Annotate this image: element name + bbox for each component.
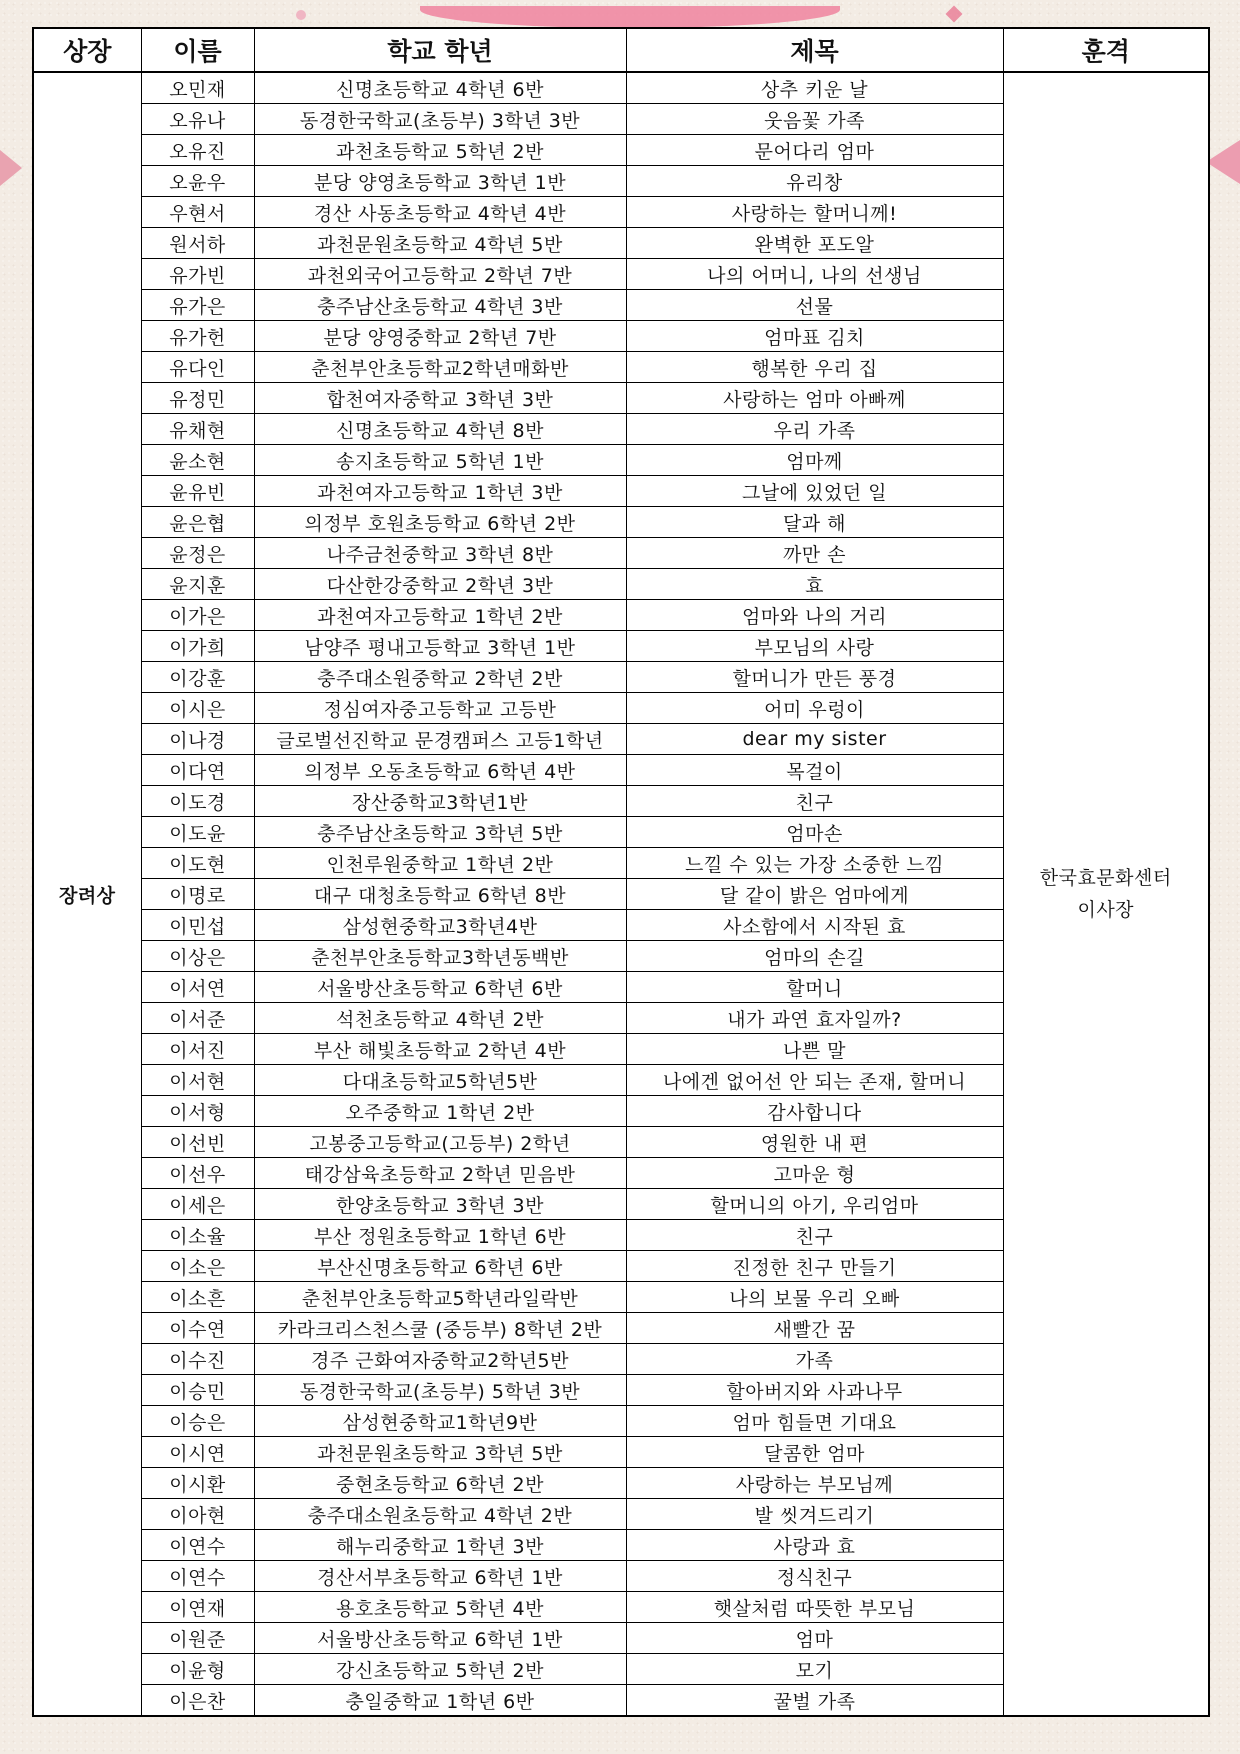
name-cell: 유가은 [141,290,254,321]
school-cell: 춘천부안초등학교3학년동백반 [254,941,626,972]
title-cell: 엄마께 [626,445,1003,476]
name-cell: 이윤형 [141,1654,254,1685]
title-cell: 그날에 있었던 일 [626,476,1003,507]
school-cell: 부산 해빛초등학교 2학년 4반 [254,1034,626,1065]
name-cell: 오유진 [141,135,254,166]
name-cell: 유가헌 [141,321,254,352]
title-cell: 목걸이 [626,755,1003,786]
school-cell: 석천초등학교 4학년 2반 [254,1003,626,1034]
table-row [33,72,1209,104]
name-cell: 오민재 [141,72,254,104]
school-cell: 오주중학교 1학년 2반 [254,1096,626,1127]
title-cell: 할아버지와 사과나무 [626,1375,1003,1406]
name-cell: 이승민 [141,1375,254,1406]
title-cell: 사소함에서 시작된 효 [626,910,1003,941]
title-cell: 내가 과연 효자일까? [626,1003,1003,1034]
name-cell: 유채현 [141,414,254,445]
school-cell: 부산신명초등학교 6학년 6반 [254,1251,626,1282]
title-cell: 선물 [626,290,1003,321]
top-ribbon-decoration [420,6,840,28]
title-cell: 어미 우렁이 [626,693,1003,724]
school-cell: 강신초등학교 5학년 2반 [254,1654,626,1685]
name-cell: 이서현 [141,1065,254,1096]
title-cell: 달콤한 엄마 [626,1437,1003,1468]
school-cell: 분당 양영중학교 2학년 7반 [254,321,626,352]
school-cell: 해누리중학교 1학년 3반 [254,1530,626,1561]
title-cell: 나에겐 없어선 안 되는 존재, 할머니 [626,1065,1003,1096]
title-cell: 할머니가 만든 풍경 [626,662,1003,693]
name-cell: 이수연 [141,1313,254,1344]
name-cell: 이선빈 [141,1127,254,1158]
bunting-flag-left [0,150,22,186]
header-sponsor: 훈격 [1003,28,1209,72]
school-cell: 경주 근화여자중학교2학년5반 [254,1344,626,1375]
school-cell: 인천루원중학교 1학년 2반 [254,848,626,879]
name-cell: 이도윤 [141,817,254,848]
name-cell: 오윤우 [141,166,254,197]
school-cell: 분당 양영초등학교 3학년 1반 [254,166,626,197]
school-cell: 한양초등학교 3학년 3반 [254,1189,626,1220]
school-cell: 서울방산초등학교 6학년 6반 [254,972,626,1003]
title-cell: 가족 [626,1344,1003,1375]
school-cell: 과천문원초등학교 4학년 5반 [254,228,626,259]
title-cell: 문어다리 엄마 [626,135,1003,166]
header-school: 학교 학년 [254,28,626,72]
title-cell: 행복한 우리 집 [626,352,1003,383]
school-cell: 충주남산초등학교 3학년 5반 [254,817,626,848]
school-cell: 신명초등학교 4학년 6반 [254,72,626,104]
title-cell: 진정한 친구 만들기 [626,1251,1003,1282]
name-cell: 원서하 [141,228,254,259]
title-cell: 발 씻겨드리기 [626,1499,1003,1530]
school-cell: 과천초등학교 5학년 2반 [254,135,626,166]
school-cell: 부산 정원초등학교 1학년 6반 [254,1220,626,1251]
school-cell: 의정부 호원초등학교 6학년 2반 [254,507,626,538]
sponsor-cell [1003,72,1209,1716]
school-cell: 남양주 평내고등학교 3학년 1반 [254,631,626,662]
school-cell: 삼성현중학교1학년9반 [254,1406,626,1437]
school-cell: 글로벌선진학교 문경캠퍼스 고등1학년 [254,724,626,755]
title-cell: 느낄 수 있는 가장 소중한 느낌 [626,848,1003,879]
school-cell: 서울방산초등학교 6학년 1반 [254,1623,626,1654]
title-cell: 우리 가족 [626,414,1003,445]
school-cell: 동경한국학교(초등부) 3학년 3반 [254,104,626,135]
name-cell: 이가희 [141,631,254,662]
name-cell: 이연재 [141,1592,254,1623]
award-winners-table [32,27,1210,1717]
title-cell: 엄마와 나의 거리 [626,600,1003,631]
name-cell: 이소율 [141,1220,254,1251]
title-cell: 엄마표 김치 [626,321,1003,352]
award-cell: 장려상 [33,72,141,1716]
name-cell: 이민섭 [141,910,254,941]
title-cell: 완벽한 포도알 [626,228,1003,259]
school-cell: 춘천부안초등학교2학년매화반 [254,352,626,383]
name-cell: 이소흔 [141,1282,254,1313]
name-cell: 오유나 [141,104,254,135]
name-cell: 이연수 [141,1530,254,1561]
name-cell: 이시환 [141,1468,254,1499]
name-cell: 이도경 [141,786,254,817]
school-cell: 경산서부초등학교 6학년 1반 [254,1561,626,1592]
title-cell: 까만 손 [626,538,1003,569]
bunting-flag-right [1206,140,1240,184]
title-cell: 사랑하는 부모님께 [626,1468,1003,1499]
title-cell: 부모님의 사랑 [626,631,1003,662]
name-cell: 이선우 [141,1158,254,1189]
title-cell: 모기 [626,1654,1003,1685]
title-cell: 나의 보물 우리 오빠 [626,1282,1003,1313]
school-cell: 나주금천중학교 3학년 8반 [254,538,626,569]
school-cell: 용호초등학교 5학년 4반 [254,1592,626,1623]
name-cell: 이아현 [141,1499,254,1530]
school-cell: 다대초등학교5학년5반 [254,1065,626,1096]
title-cell: 엄마손 [626,817,1003,848]
title-cell: 웃음꽃 가족 [626,104,1003,135]
title-cell: 영원한 내 편 [626,1127,1003,1158]
school-cell: 동경한국학교(초등부) 5학년 3반 [254,1375,626,1406]
name-cell: 유다인 [141,352,254,383]
name-cell: 윤유빈 [141,476,254,507]
name-cell: 이서준 [141,1003,254,1034]
name-cell: 윤정은 [141,538,254,569]
school-cell: 다산한강중학교 2학년 3반 [254,569,626,600]
header-award: 상장 [33,28,141,72]
title-cell: 할머니의 아기, 우리엄마 [626,1189,1003,1220]
title-cell: 새빨간 꿈 [626,1313,1003,1344]
name-cell: 이상은 [141,941,254,972]
name-cell: 이서연 [141,972,254,1003]
name-cell: 이수진 [141,1344,254,1375]
name-cell: 이도현 [141,848,254,879]
title-cell: 엄마 힘들면 기대요 [626,1406,1003,1437]
title-cell: 나쁜 말 [626,1034,1003,1065]
sponsor-line-1: 한국효문화센터 [1039,867,1172,889]
header-name: 이름 [141,28,254,72]
title-cell: 감사합니다 [626,1096,1003,1127]
title-cell: 상추 키운 날 [626,72,1003,104]
title-cell: 사랑하는 엄마 아빠께 [626,383,1003,414]
name-cell: 이나경 [141,724,254,755]
title-cell: 사랑과 효 [626,1530,1003,1561]
title-cell: 친구 [626,786,1003,817]
name-cell: 이다연 [141,755,254,786]
title-cell: 효 [626,569,1003,600]
school-cell: 과천문원초등학교 3학년 5반 [254,1437,626,1468]
title-cell: 사랑하는 할머니께! [626,197,1003,228]
school-cell: 의정부 오동초등학교 6학년 4반 [254,755,626,786]
school-cell: 합천여자중학교 3학년 3반 [254,383,626,414]
school-cell: 충일중학교 1학년 6반 [254,1685,626,1717]
header-title: 제목 [626,28,1003,72]
title-cell: 엄마 [626,1623,1003,1654]
school-cell: 삼성현중학교3학년4반 [254,910,626,941]
title-cell: dear my sister [626,724,1003,755]
title-cell: 고마운 형 [626,1158,1003,1189]
school-cell: 충주남산초등학교 4학년 3반 [254,290,626,321]
school-cell: 충주대소원중학교 2학년 2반 [254,662,626,693]
school-cell: 카라크리스천스쿨 (중등부) 8학년 2반 [254,1313,626,1344]
name-cell: 이시연 [141,1437,254,1468]
name-cell: 윤소현 [141,445,254,476]
title-cell: 나의 어머니, 나의 선생님 [626,259,1003,290]
title-cell: 달 같이 밝은 엄마에게 [626,879,1003,910]
title-cell: 꿀벌 가족 [626,1685,1003,1717]
title-cell: 달과 해 [626,507,1003,538]
school-cell: 고봉중고등학교(고등부) 2학년 [254,1127,626,1158]
name-cell: 이강훈 [141,662,254,693]
name-cell: 이시은 [141,693,254,724]
school-cell: 충주대소원초등학교 4학년 2반 [254,1499,626,1530]
school-cell: 경산 사동초등학교 4학년 4반 [254,197,626,228]
name-cell: 이명로 [141,879,254,910]
name-cell: 이소은 [141,1251,254,1282]
title-cell: 정식친구 [626,1561,1003,1592]
school-cell: 대구 대청초등학교 6학년 8반 [254,879,626,910]
school-cell: 과천여자고등학교 1학년 2반 [254,600,626,631]
name-cell: 이가은 [141,600,254,631]
name-cell: 이세은 [141,1189,254,1220]
title-cell: 엄마의 손길 [626,941,1003,972]
heart-decoration [946,6,963,23]
name-cell: 이승은 [141,1406,254,1437]
name-cell: 이서진 [141,1034,254,1065]
school-cell: 중현초등학교 6학년 2반 [254,1468,626,1499]
title-cell: 친구 [626,1220,1003,1251]
school-cell: 춘천부안초등학교5학년라일락반 [254,1282,626,1313]
table-header-row [33,28,1209,72]
name-cell: 윤지훈 [141,569,254,600]
title-cell: 할머니 [626,972,1003,1003]
title-cell: 유리창 [626,166,1003,197]
school-cell: 정심여자중고등학교 고등반 [254,693,626,724]
name-cell: 이연수 [141,1561,254,1592]
name-cell: 유가빈 [141,259,254,290]
name-cell: 윤은협 [141,507,254,538]
dot-decoration [296,10,306,20]
school-cell: 신명초등학교 4학년 8반 [254,414,626,445]
name-cell: 이원준 [141,1623,254,1654]
name-cell: 우현서 [141,197,254,228]
sponsor-line-2: 이사장 [1077,899,1135,921]
school-cell: 장산중학교3학년1반 [254,786,626,817]
title-cell: 햇살처럼 따뜻한 부모님 [626,1592,1003,1623]
school-cell: 과천여자고등학교 1학년 3반 [254,476,626,507]
school-cell: 송지초등학교 5학년 1반 [254,445,626,476]
school-cell: 과천외국어고등학교 2학년 7반 [254,259,626,290]
name-cell: 유정민 [141,383,254,414]
name-cell: 이서형 [141,1096,254,1127]
school-cell: 태강삼육초등학교 2학년 믿음반 [254,1158,626,1189]
name-cell: 이은찬 [141,1685,254,1717]
